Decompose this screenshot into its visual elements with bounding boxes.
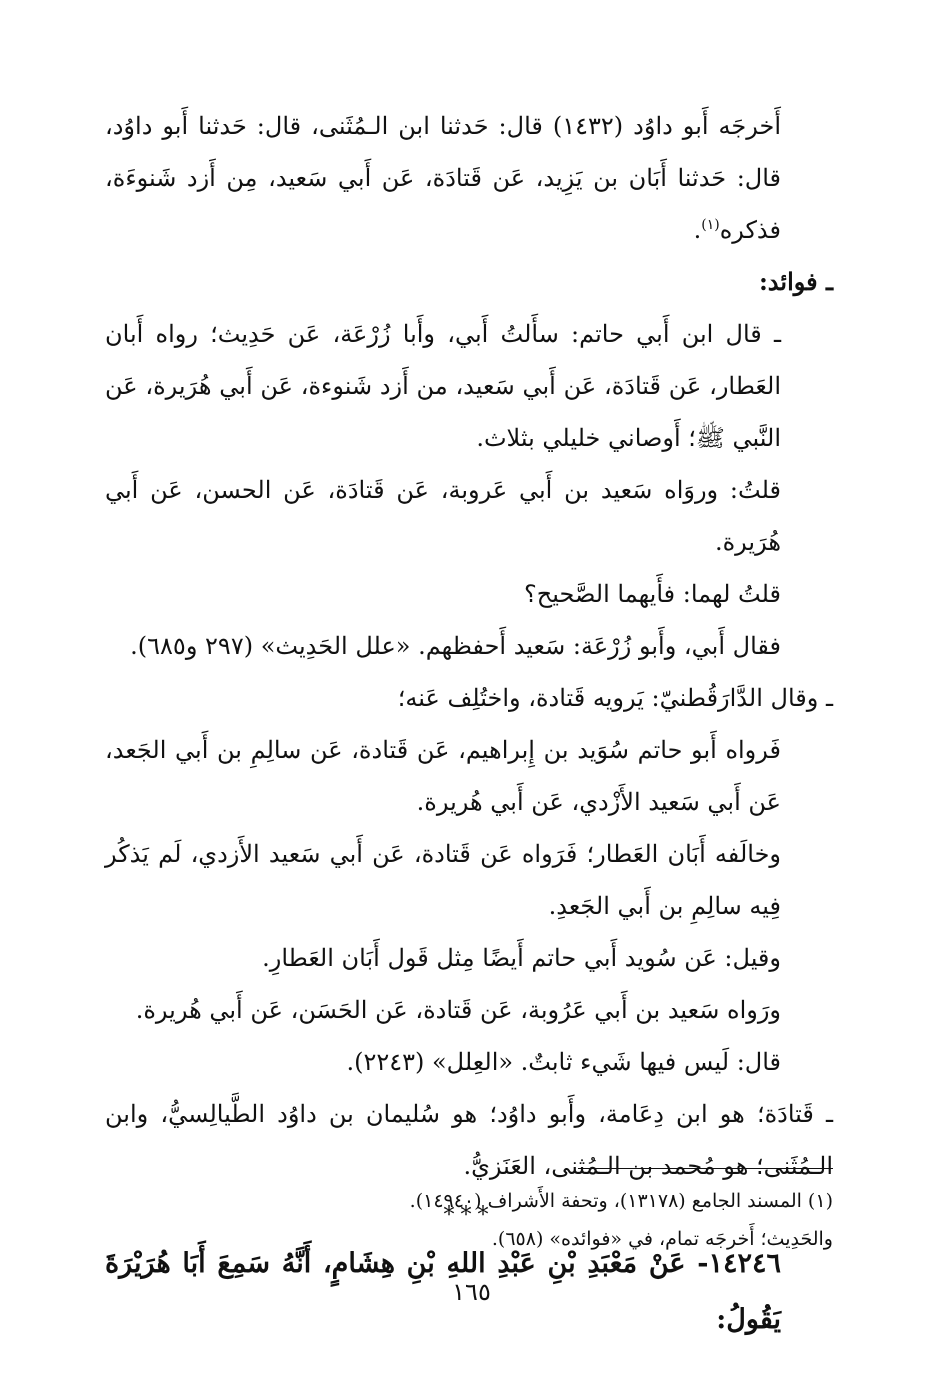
page-number: ١٦٥: [452, 1278, 491, 1306]
section-separator: ***: [443, 1203, 495, 1228]
paragraph-qultu-2: قلتُ لهما: فأَيهما الصَّحيح؟: [524, 580, 781, 608]
takhrij-text: أَخرجَه أَبو داوُد (١٤٣٢) قال: حَدثنا ابن الـمُثَنى، قال: حَدثنا أَبو داوُد، قال: حَدثنا أَبَان بن يَزِيد، عَن قَتادَة، عَن أَبي سَعيد، مِن أَزد شَنوءَة، فذكره: [105, 112, 782, 244]
fawaid-heading: ـ فوائد:: [758, 267, 833, 296]
paragraph-narrators: ـ قَتادَة؛ هو ابن دِعَامة، وأَبو داوُد؛ هو سُليمان بن داوُد الطَّيالِسيُّ، وابن الـمُثَنى؛ هو مُحمد بن الـمُثنى، العَنَزيُّ.: [105, 1100, 833, 1180]
paragraph-qala: قال: لَيس فيها شَيء ثابتٌ. «العِلل» (٢٢٤٣).: [346, 1048, 781, 1076]
paragraph-ibn-abi-hatim: ـ قال ابن أَبي حاتم: سأَلتُ أَبي، وأَبا زُرْعَة، عَن حَدِيث؛ رواه أَبان العَطار، عَن قَتادَة، عَن أَبي سَعيد، من أَزد شَنوءة، عَن أَبي هُرَيرة، عَن النَّبي ﷺ؛ أَوصاني خليلي بثلاث.: [105, 320, 781, 452]
footnote-marker[interactable]: (١): [701, 217, 720, 233]
paragraph-daraqutni: ـ وقال الدَّارَقُطنيّ: يَرويه قَتادة، واختُلِف عَنه؛: [397, 684, 833, 712]
paragraph-takhrij: [105, 100, 833, 256]
paragraph-qultu-1: قلتُ: وروَاه سَعيد بن أَبي عَروبة، عَن قَتادَة، عَن الحسن، عَن أَبي هُرَيرة.: [105, 476, 781, 556]
paragraph-qila: وقيل: عَن سُويد أَبي حاتم أَيضًا مِثل قَول أَبَان العَطارِ.: [262, 944, 781, 972]
paragraph-answer: فقال أَبي، وأَبو زُرْعَة: سَعيد أَحفظهم. «علل الحَدِيث» (٢٩٧ و٦٨٥).: [130, 632, 781, 660]
paragraph-khalafahu: وخالَفه أَبَان العَطار؛ فَرَواه عَن قَتادة، عَن أَبي سَعيد الأَزدي، لَم يَذكُر فِيه سالِمِ بن أَبي الجَعدِ.: [105, 840, 781, 920]
hadith-heading: ١٤٢٤٦- عَنْ مَعْبَدِ بْنِ عَبْدِ اللهِ بْنِ هِشَامٍ، أَنَّهُ سَمِعَ أَبَا هُرَيْرَةَ يَقُولُ:: [105, 1248, 781, 1335]
footnote-1-continued: والحَدِيث؛ أَخرجَه تمام، في «فوائده» (٦٥٨).: [491, 1228, 833, 1250]
takhrij-end: .: [693, 216, 702, 244]
footnote-divider: [578, 1168, 833, 1169]
paragraph-rawahu-said: ورَواه سَعيد بن أَبي عَرُوبة، عَن قَتادة، عَن الحَسَن، عَن أَبي هُريرة.: [135, 996, 781, 1024]
paragraph-rawah-abu-hatim: فَرواه أَبو حاتم سُوَيد بن إِبراهيم، عَن قَتادة، عَن سالِمِ بن أَبي الجَعد، عَن أَبي سَعيد الأَزْدي، عَن أَبي هُريرة.: [105, 736, 781, 816]
main-text: [105, 100, 833, 1348]
footnote-1: (١) المسند الجامع (١٣١٧٨)، وتحفة الأَشراف (١٤٩٤٠).: [409, 1190, 833, 1212]
footnotes: [105, 1182, 833, 1258]
